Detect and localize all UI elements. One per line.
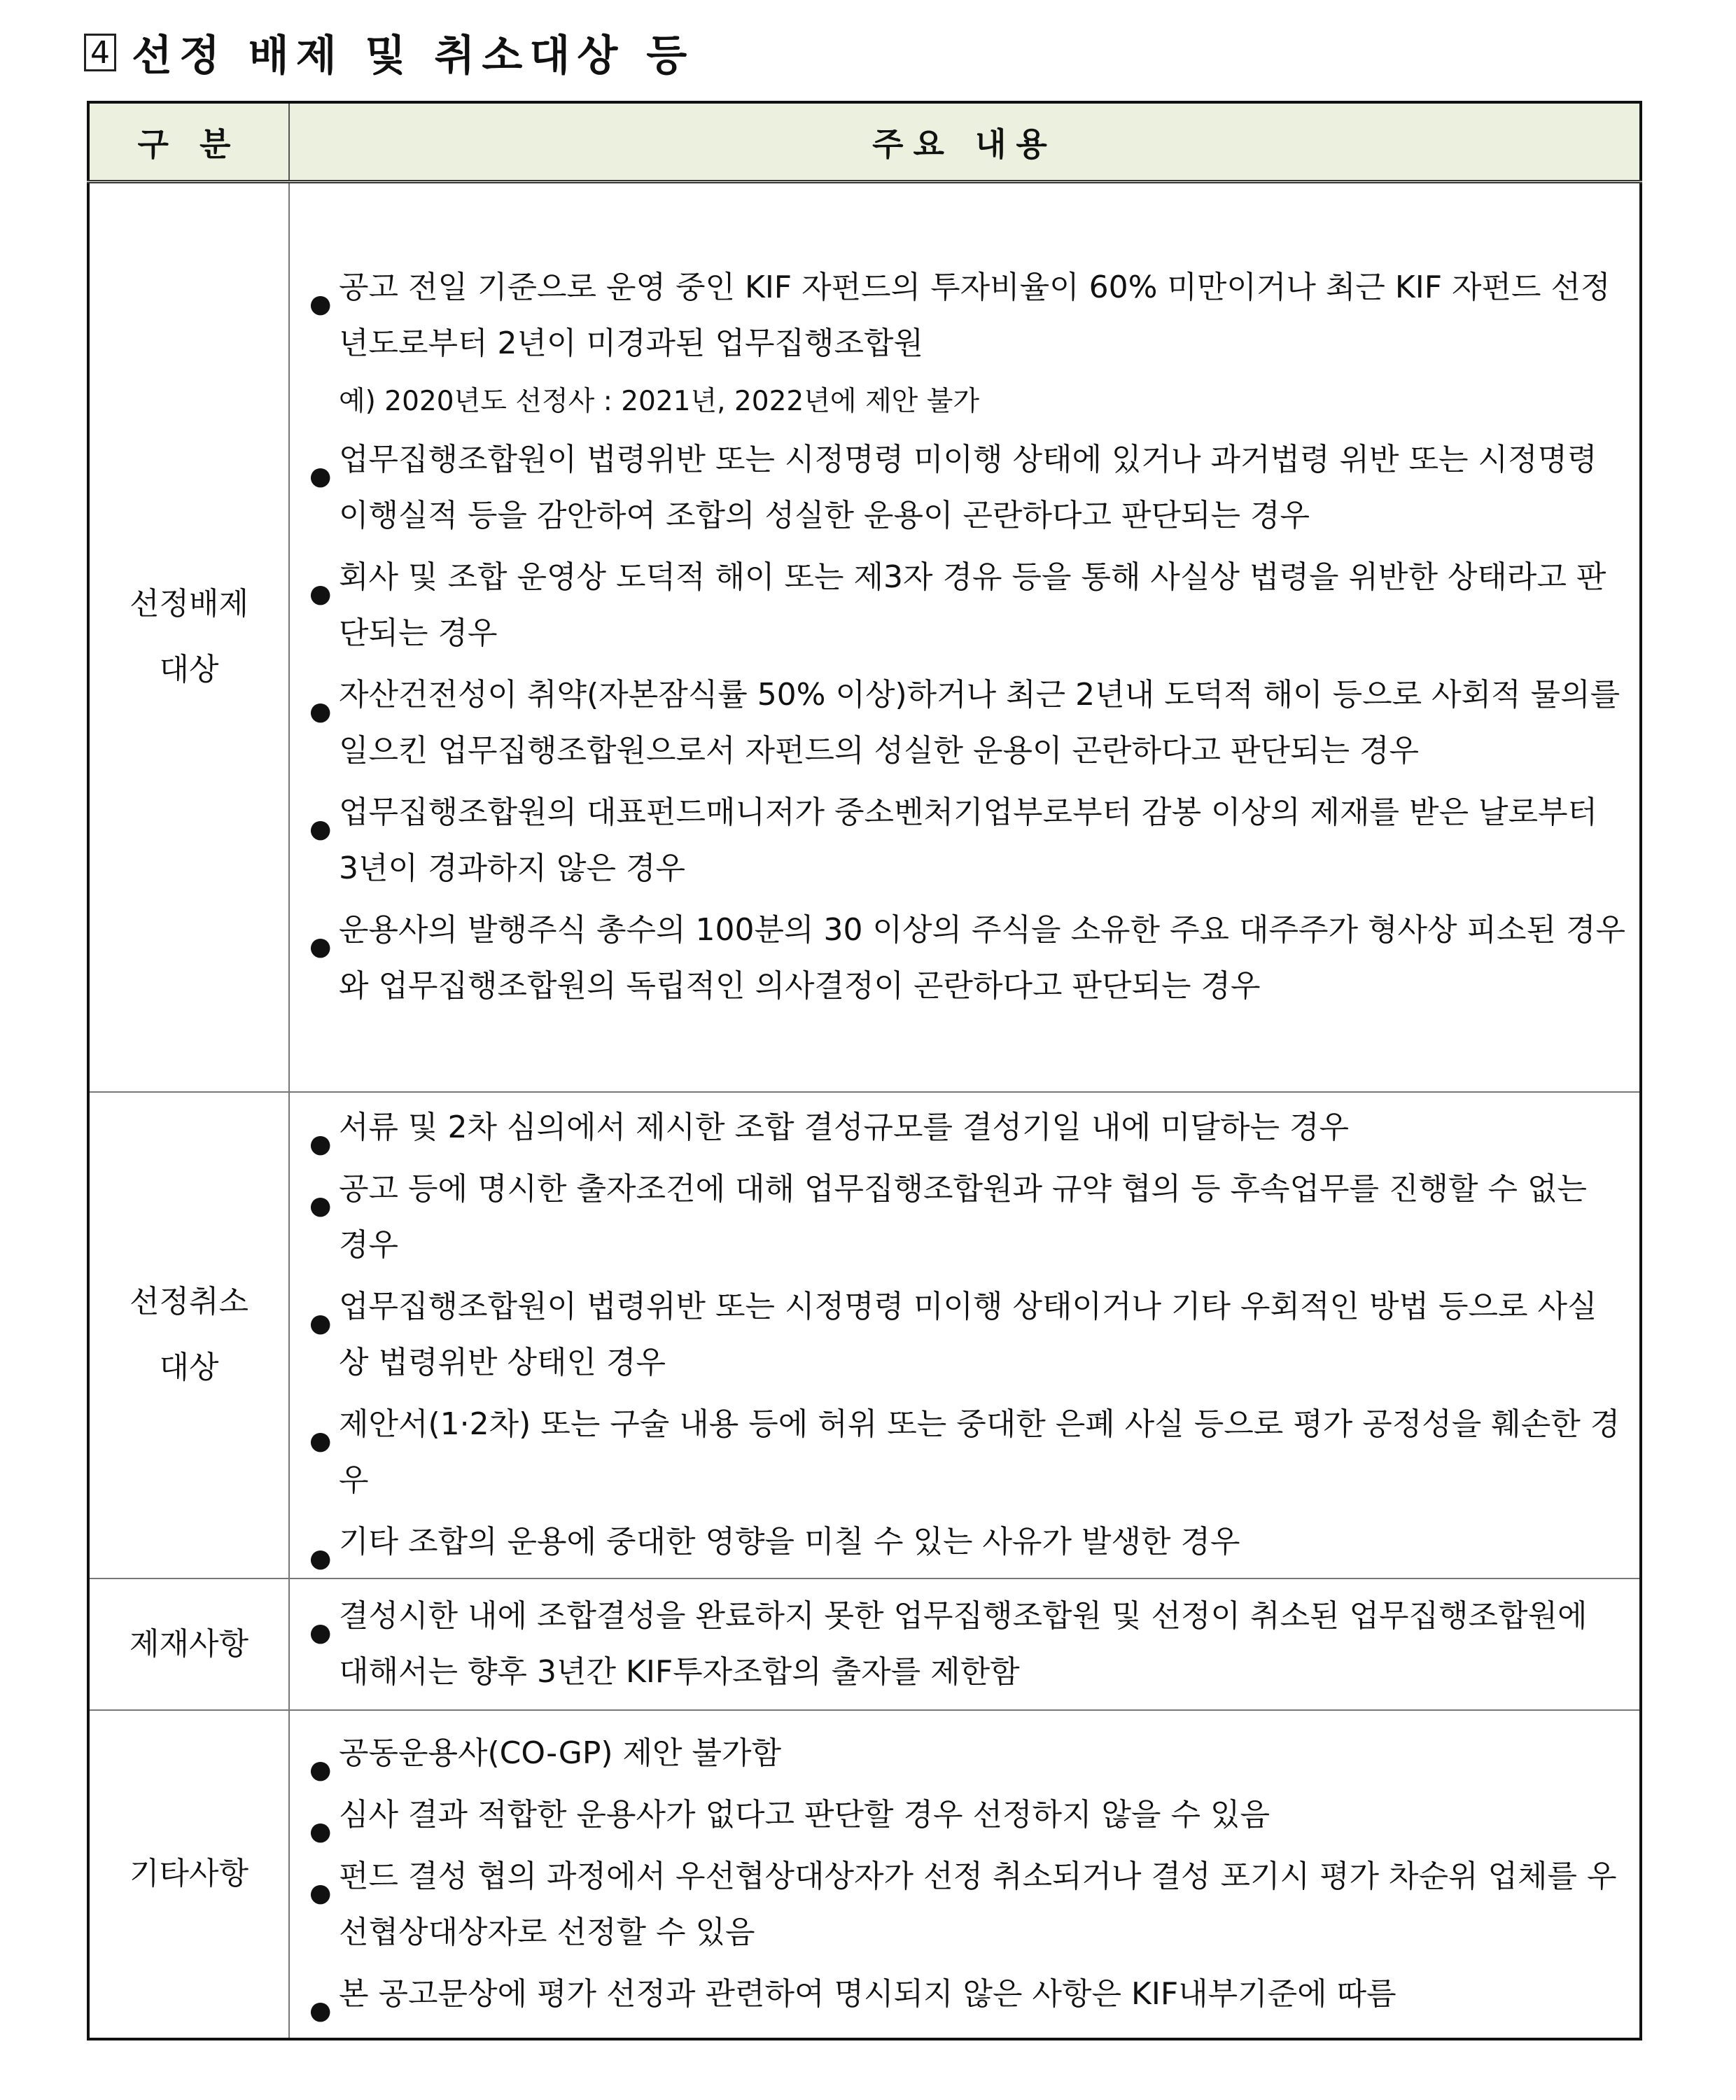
example-note: 예) 2020년도 선정사 : 2021년, 2022년에 제안 불가 [339, 386, 980, 418]
category-label-line: 기타사항 [129, 1856, 248, 1891]
content-cell [289, 182, 1641, 1092]
bullet-icon: ● [309, 290, 332, 319]
bullet-list [300, 1100, 1625, 1573]
category-cell [88, 1578, 289, 1710]
list-item: ● 심사 결과 적합한 운용사가 없다고 판단할 경우 선정하지 않을 수 있음 [300, 1787, 1625, 1843]
category-cell [88, 1092, 289, 1578]
content-cell [289, 1578, 1641, 1710]
category-label-line: 선정배제 [129, 586, 248, 622]
list-item: ● 서류 및 2차 심의에서 제시한 조합 결성규모를 결성기일 내에 미달하는 경우 [300, 1100, 1625, 1156]
bullet-icon: ● [309, 1756, 332, 1784]
list-item: ● 공고 등에 명시한 출자조건에 대해 업무집행조합원과 규약 협의 등 후속업무를 진행할 수 없는 경우 [309, 1171, 1587, 1263]
list-item: ● 운용사의 발행주식 총수의 100분의 30 이상의 주식을 소유한 주요 대주주가 형사상 피소된 경우와 업무집행조합원의 독립적인 의사결정이 곤란하다고 판단되는 경우 [309, 912, 1625, 1004]
header-content: 주요 내용 [289, 102, 1641, 182]
category-label-line: 대상 [159, 652, 219, 688]
list-item: ● 업무집행조합원의 대표펀드매니저가 중소벤처기업부로부터 감봉 이상의 제재를 받은 날로부터 3년이 경과하지 않은 경우 [309, 794, 1598, 887]
list-item: ● 기타 조합의 운용에 중대한 영향을 미칠 수 있는 사유가 발생한 경우 [300, 1514, 1625, 1570]
table-header-row [88, 102, 1641, 182]
bullet-icon: ● [309, 580, 332, 609]
list-item: ● 회사 및 조합 운영상 도덕적 해이 또는 제3자 경유 등을 통해 사실상 법령을 위반한 상태라고 판단되는 경우 [309, 559, 1606, 652]
row-sanctions [88, 1578, 1641, 1710]
bullet-icon: ● [309, 1879, 332, 1907]
section-number: 4 [84, 34, 116, 71]
list-item: ● 결성시한 내에 조합결성을 완료하지 못한 업무집행조합원 및 선정이 취소된 업무집행조합원에 대해서는 향후 3년간 KIF투자조합의 출자를 제한함 [309, 1597, 1588, 1690]
content-cell [289, 1092, 1641, 1578]
bullet-icon: ● [309, 1996, 332, 2025]
list-item: ● 본 공고문상에 평가 선정과 관련하여 명시되지 않은 사항은 KIF내부기준에 따름 [300, 1966, 1625, 2022]
bullet-icon: ● [309, 1544, 332, 1573]
bullet-icon: ● [309, 1309, 332, 1338]
row-cancellation [88, 1092, 1641, 1578]
bullet-list [300, 1588, 1625, 1700]
criteria-table [87, 101, 1642, 2040]
bullet-icon: ● [309, 1427, 332, 1455]
bullet-list [300, 432, 1625, 1014]
list-item: ● 자산건전성이 취약(자본잠식률 50% 이상)하거나 최근 2년내 도덕적 해이 등으로 사회적 물의를 일으킨 업무집행조합원으로서 자펀드의 성실한 운용이 곤란하다고 판단되는 경우 [309, 677, 1620, 769]
bullet-icon: ● [309, 932, 332, 962]
bullet-icon: ● [309, 697, 332, 727]
category-label-line: 선정취소 [129, 1284, 248, 1320]
list-item: ● 업무집행조합원이 법령위반 또는 시정명령 미이행 상태에 있거나 과거법령 위반 또는 시정명령 이행실적 등을 감안하여 조합의 성실한 운용이 곤란하다고 판단되는 경우 [309, 442, 1597, 534]
bullet-icon: ● [309, 1817, 332, 1846]
row-exclusion [88, 182, 1641, 1092]
list-item: ● 제안서(1·2차) 또는 구술 내용 등에 허위 또는 중대한 은폐 사실 등으로 평가 공정성을 훼손한 경우 [309, 1406, 1620, 1498]
bullet-icon: ● [309, 815, 332, 844]
bullet-list [300, 260, 1625, 372]
category-label-line: 대상 [159, 1350, 219, 1385]
bullet-icon: ● [309, 1618, 332, 1647]
category-label-line: 제재사항 [129, 1625, 248, 1662]
bullet-icon: ● [309, 1130, 332, 1158]
header-category: 구 분 [88, 102, 289, 182]
category-cell [88, 182, 289, 1092]
row-others [88, 1710, 1641, 2039]
list-item: ● 공고 전일 기준으로 운영 중인 KIF 자펀드의 투자비율이 60% 미만이거나 최근 KIF 자펀드 선정년도로부터 2년이 미경과된 업무집행조합원 [309, 270, 1611, 362]
content-cell [289, 1710, 1641, 2039]
list-item: ● 공동운용사(CO-GP) 제안 불가함 [300, 1726, 1625, 1782]
list-item: ● 업무집행조합원이 법령위반 또는 시정명령 미이행 상태이거나 기타 우회적인 방법 등으로 사실상 법령위반 상태인 경우 [309, 1289, 1597, 1380]
bullet-icon: ● [309, 1191, 332, 1220]
category-cell [88, 1710, 289, 2039]
section-title: 선정 배제 및 취소대상 등 [132, 31, 694, 80]
bullet-list [300, 1726, 1625, 2025]
bullet-icon: ● [309, 462, 332, 491]
list-item: ● 펀드 결성 협의 과정에서 우선협상대상자가 선정 취소되거나 결성 포기시 평가 차순위 업체를 우선협상대상자로 선정할 수 있음 [309, 1858, 1617, 1950]
section-heading [84, 21, 694, 84]
